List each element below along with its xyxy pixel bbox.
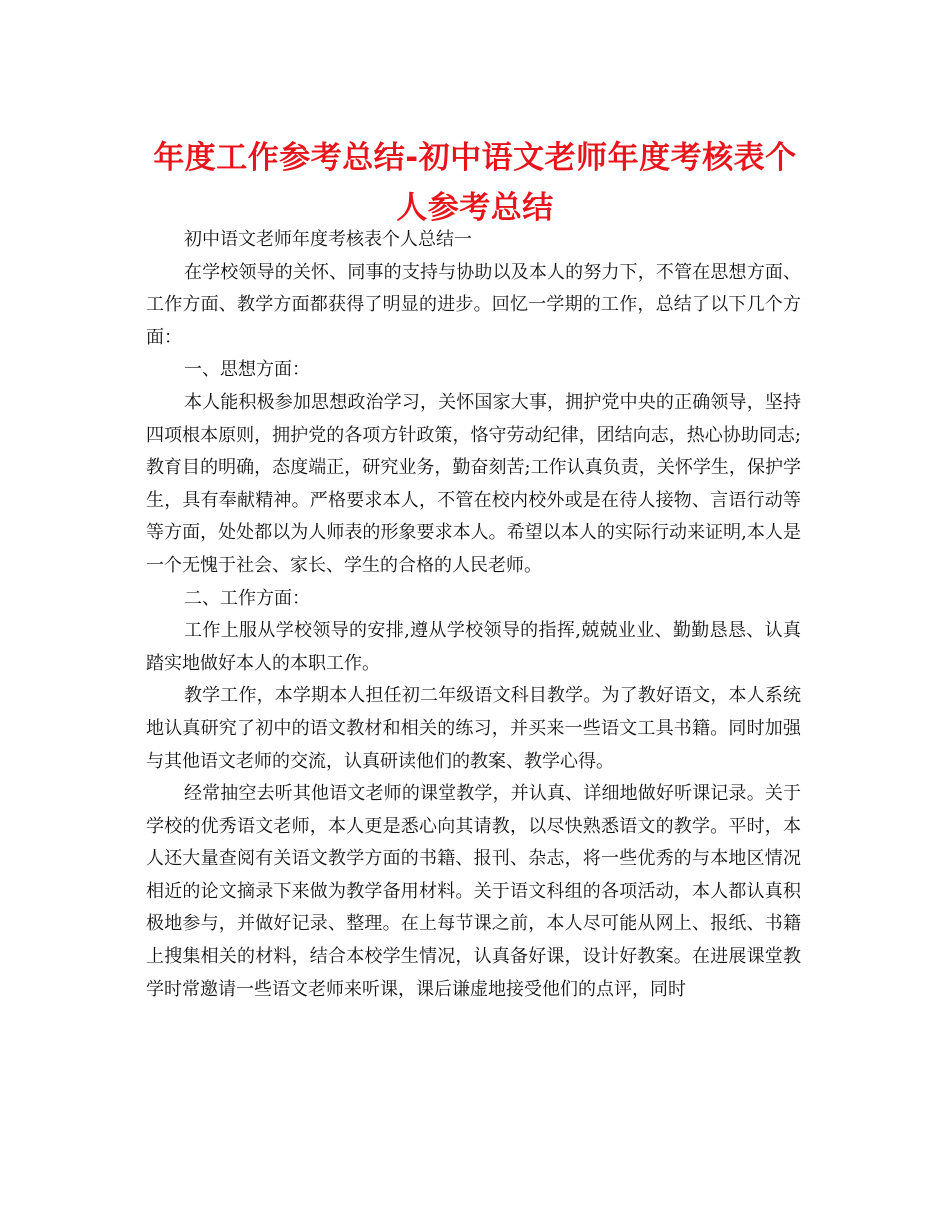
document-title-line-2: 人参考总结 xyxy=(396,190,554,226)
paragraph: 工作上服从学校领导的安排,遵从学校领导的指挥,兢兢业业、勤勤恳恳、认真踏实地做好本人的本职工作。 xyxy=(146,620,801,674)
document-title-line-1: 年度工作参考总结-初中语文老师年度考核表个 xyxy=(153,140,797,176)
paragraph: 教学工作，本学期本人担任初二年级语文科目教学。为了教好语文，本人系统地认真研究了初中的语文教材和相关的练习，并买来一些语文工具书籍。同时加强与其他语文老师的交流，认真研读他们的教案、教学心得。 xyxy=(146,685,801,772)
paragraph: 本人能积极参加思想政治学习，关怀国家大事，拥护党中央的正确领导，坚持四项根本原则，拥护党的各项方针政策，恪守劳动纪律，团结向志，热心协助同志;教育目的明确，态度端正，研究业务，勤奋刻苦;工作认真负责，关怀学生，保护学生，具有奉献精神。严格要求本人，不管在校内校外或是在待人接物、言语行动等等方面，处处都以为人师表的形象要求本人。希望以本人的实际行动来证明,本人是一个无愧于社会、家长、学生的合格的人民老师。 xyxy=(146,391,801,576)
section-heading: 初中语文老师年度考核表个人总结一 xyxy=(184,229,472,250)
paragraph: 经常抽空去听其他语文老师的课堂教学，并认真、详细地做好听课记录。关于学校的优秀语文老师，本人更是悉心向其请教，以尽快熟悉语文的教学。平时，本人还大量查阅有关语文教学方面的书籍、报刊、杂志，将一些优秀的与本地区情况相近的论文摘录下来做为教学备用材料。关于语文科组的各项活动，本人都认真积极地参与，并做好记录、整理。在上每节课之前，本人尽可能从网上、报纸、书籍上搜集相关的材料，结合本校学生情况，认真备好课，设计好教案。在进展课堂教学时常邀请一些语文老师来听课，课后谦虚地接受他们的点评，同时 xyxy=(146,783,801,1000)
section-heading: 一、思想方面： xyxy=(184,359,310,381)
document-body xyxy=(146,224,801,1006)
section-heading: 二、工作方面： xyxy=(184,587,310,609)
paragraph: 在学校领导的关怀、同事的支持与协助以及本人的努力下，不管在思想方面、工作方面、教学方面都获得了明显的进步。回忆一学期的工作，总结了以下几个方面： xyxy=(146,261,801,348)
